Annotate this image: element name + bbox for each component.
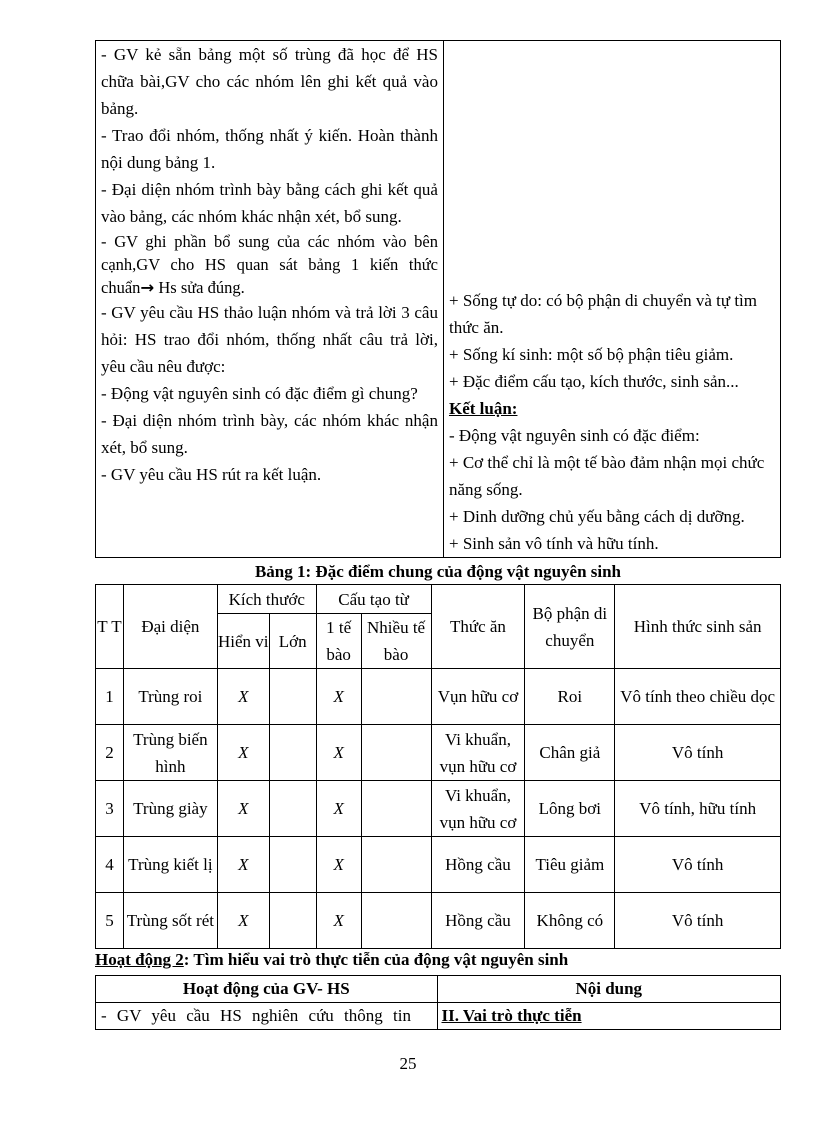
teacher-student-column [96, 41, 444, 558]
arrow-icon: → [140, 278, 155, 297]
cell-multi-cell [361, 781, 431, 837]
header-large: Lớn [269, 614, 316, 669]
paragraph-suffix: Hs sửa đúng. [154, 278, 245, 297]
cell-reproduction: Vô tính theo chiều dọc [615, 669, 781, 725]
cell-name: Trùng kiết lị [123, 837, 217, 893]
cell-food: Hồng cầu [431, 837, 525, 893]
conclusion-line: - Động vật nguyên sinh có đặc điểm: [448, 426, 700, 445]
content-line: + Sống tự do: có bộ phận di chuyển và tự tìm thức ăn. [448, 291, 757, 337]
characteristics-table [95, 584, 781, 949]
header-multi-cell: Nhiều tế bào [361, 614, 431, 669]
activity-table-top [95, 40, 781, 558]
content-line: + Sống kí sinh: một số bộ phận tiêu giảm. [448, 345, 734, 364]
cell-reproduction: Vô tính [615, 893, 781, 949]
header-single-cell: 1 tế bào [316, 614, 361, 669]
table-row [96, 893, 781, 949]
cell-locomotion: Lông bơi [525, 781, 615, 837]
cell-microscopic: X [217, 781, 269, 837]
activity-heading [95, 947, 781, 973]
table-row [96, 669, 781, 725]
header-food: Thức ăn [431, 585, 525, 669]
cell-single-cell: X [316, 837, 361, 893]
cell-reproduction: Vô tính, hữu tính [615, 781, 781, 837]
paragraph: - Động vật nguyên sinh có đặc điểm gì chung? [101, 384, 418, 403]
cell-food: Hồng cầu [431, 893, 525, 949]
table-row [96, 781, 781, 837]
header-structure: Cấu tạo từ [316, 585, 431, 614]
paragraph: - GV ghi phần bổ sung của các nhóm vào bên cạnh,GV cho HS quan sát bảng 1 kiến thức chuẩn [101, 232, 438, 297]
header-locomotion: Bộ phận di chuyển [525, 585, 615, 669]
conclusion-line: + Sinh sản vô tính và hữu tính. [448, 534, 659, 553]
cell-tt: 2 [96, 725, 124, 781]
activity-table-bottom [95, 975, 781, 1030]
cell-multi-cell [361, 725, 431, 781]
cell-locomotion: Không có [525, 893, 615, 949]
cell-large [269, 837, 316, 893]
activity-label: Hoạt động 2 [95, 950, 184, 969]
cell-large [269, 781, 316, 837]
cell-tt: 3 [96, 781, 124, 837]
paragraph: - Đại diện nhóm trình bày, các nhóm khác nhận xét, bổ sung. [101, 411, 438, 457]
cell-large [269, 669, 316, 725]
cell-multi-cell [361, 837, 431, 893]
cell-single-cell: X [316, 725, 361, 781]
header-size: Kích thước [217, 585, 316, 614]
cell-food: Vi khuẩn, vụn hữu cơ [431, 725, 525, 781]
paragraph: - Đại diện nhóm trình bày bằng cách ghi kết quả vào bảng, các nhóm khác nhận xét, bổ sung. [101, 180, 438, 226]
content-column [443, 41, 780, 558]
cell-tt: 5 [96, 893, 124, 949]
cell-locomotion: Chân giả [525, 725, 615, 781]
paragraph: - GV yêu cầu HS rút ra kết luận. [101, 465, 322, 484]
page-number: 25 [399, 1054, 417, 1073]
table-title: Bảng 1: Đặc điểm chung của động vật nguyên sinh [254, 562, 622, 581]
cell-microscopic: X [217, 893, 269, 949]
header-representative: Đại diện [123, 585, 217, 669]
paragraph: - GV kẻ sẵn bảng một số trùng đã học để HS chữa bài,GV cho các nhóm lên ghi kết quả vào bảng. [101, 45, 438, 118]
cell-large [269, 893, 316, 949]
header-teacher-student: Hoạt động của GV- HS [96, 976, 438, 1003]
cell-locomotion: Roi [525, 669, 615, 725]
header-microscopic: Hiển vi [217, 614, 269, 669]
cell-multi-cell [361, 669, 431, 725]
cell-tt: 4 [96, 837, 124, 893]
conclusion-line: + Cơ thể chỉ là một tế bào đảm nhận mọi chức năng sống. [448, 453, 765, 499]
paragraph-with-arrow [101, 230, 438, 299]
cell-food: Vụn hữu cơ [431, 669, 525, 725]
cell-microscopic: X [217, 725, 269, 781]
content-heading: II. Vai trò thực tiễn [437, 1003, 781, 1030]
conclusion-line: + Dinh dưỡng chủ yếu bằng cách dị dưỡng. [448, 507, 745, 526]
table-row [96, 725, 781, 781]
conclusion-heading: Kết luận: [448, 399, 518, 418]
paragraph: - Trao đổi nhóm, thống nhất ý kiến. Hoàn thành nội dung bảng 1. [101, 126, 438, 172]
cell-microscopic: X [217, 837, 269, 893]
cell-reproduction: Vô tính [615, 725, 781, 781]
cell-single-cell: X [316, 669, 361, 725]
cell-food: Vi khuẩn, vụn hữu cơ [431, 781, 525, 837]
cell-name: Trùng giày [123, 781, 217, 837]
paragraph: - GV yêu cầu HS thảo luận nhóm và trả lời 3 câu hỏi: HS trao đổi nhóm, thống nhất câu trả lời, yêu cầu nêu được: [101, 303, 438, 376]
table-row [96, 837, 781, 893]
cell-single-cell: X [316, 893, 361, 949]
cell-tt: 1 [96, 669, 124, 725]
header-reproduction: Hình thức sinh sản [615, 585, 781, 669]
cell-name: Trùng roi [123, 669, 217, 725]
header-content: Nội dung [437, 976, 781, 1003]
cell-multi-cell [361, 893, 431, 949]
header-tt: T T [96, 585, 124, 669]
cell-microscopic: X [217, 669, 269, 725]
content-line: + Đặc điểm cấu tạo, kích thước, sinh sản... [448, 372, 739, 391]
cell-large [269, 725, 316, 781]
teacher-student-text: - GV yêu cầu HS nghiên cứu thông tin [96, 1003, 438, 1030]
cell-name: Trùng biến hình [123, 725, 217, 781]
activity-title: : Tìm hiểu vai trò thực tiễn của động vật nguyên sinh [183, 950, 569, 969]
cell-name: Trùng sốt rét [123, 893, 217, 949]
cell-reproduction: Vô tính [615, 837, 781, 893]
cell-locomotion: Tiêu giảm [525, 837, 615, 893]
cell-single-cell: X [316, 781, 361, 837]
